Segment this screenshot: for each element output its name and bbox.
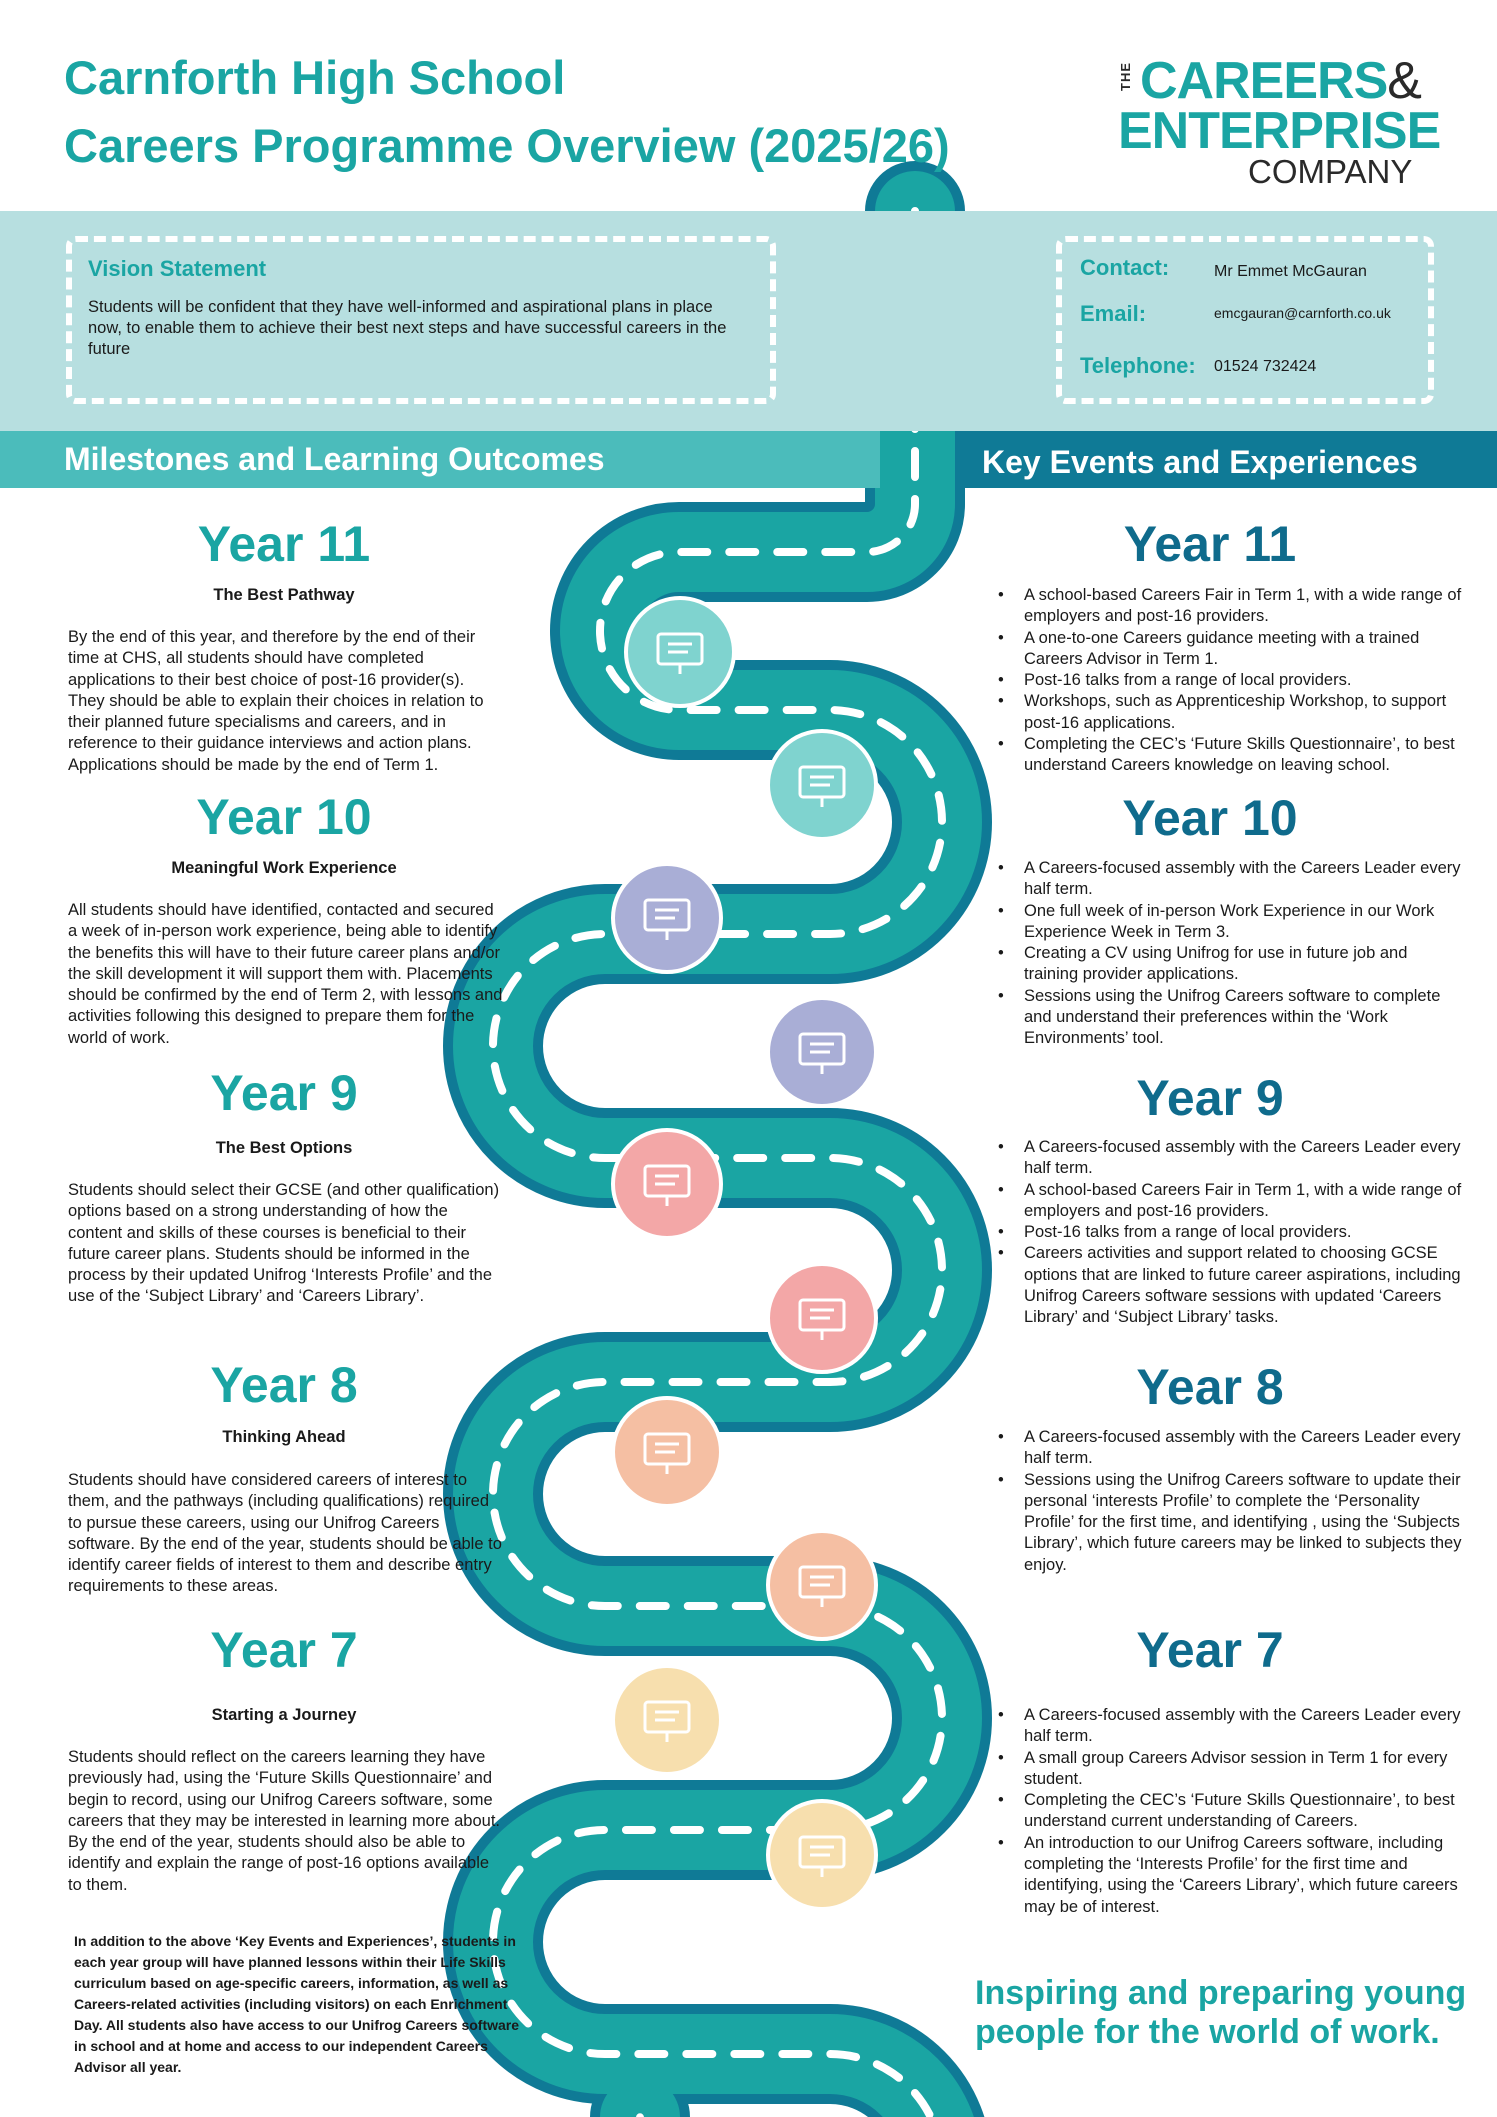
vision-text: Students will be confident that they have well-informed and aspirational plans in place now, to enable them to achieve their best next steps and have successful careers in the future bbox=[88, 298, 727, 358]
milestone-year-7-heading: Year 7 bbox=[210, 1622, 358, 1678]
milestone-year-10-subtitle: Meaningful Work Experience bbox=[171, 859, 397, 877]
milestone-year-11-heading: Year 11 bbox=[197, 516, 371, 572]
telephone-label: Telephone: bbox=[1080, 353, 1196, 378]
list-item: • Sessions using the Unifrog Careers software to update their personal ‘interests Profile’ to complete the ‘Personality Profile’ for the first time, and identifying , using the ‘Subjects Library’, which future careers may be linked to subjects they enjoy. bbox=[1024, 1470, 1464, 1576]
list-item: • A Careers-focused assembly with the Careers Leader every half term. bbox=[1024, 1427, 1464, 1470]
vision-title: Vision Statement bbox=[88, 256, 267, 281]
email-value[interactable]: emcgauran@carnforth.co.uk bbox=[1214, 305, 1391, 321]
list-item: • A Careers-focused assembly with the Careers Leader every half term. bbox=[1024, 858, 1464, 901]
contact-label: Contact: bbox=[1080, 255, 1170, 280]
events-year-7-heading: Year 7 bbox=[1136, 1622, 1284, 1678]
contact-value: Mr Emmet McGauran bbox=[1214, 263, 1367, 280]
events-heading: Key Events and Experiences bbox=[982, 444, 1418, 480]
programme-title: Careers Programme Overview (2025/26) bbox=[64, 119, 950, 172]
milestone-year-9-subtitle: The Best Options bbox=[215, 1139, 353, 1157]
milestone-year-7-subtitle: Starting a Journey bbox=[211, 1706, 357, 1724]
footnote: In addition to the above ‘Key Events and Experiences’, students in each year group will have planned lessons within their Life Skills curriculum based on age-specific careers, information, as well as Careers-related activities (including visitors) on each Enrichment Day. All students also have access to our Unifrog Careers software in school and at home and access to our independent Careers Advisor all year. bbox=[74, 1933, 520, 2075]
list-item: • Completing the CEC’s ‘Future Skills Questionnaire’, to best understand current understanding of Careers. bbox=[1024, 1790, 1464, 1833]
events-year-8-heading: Year 8 bbox=[1136, 1359, 1284, 1415]
list-item: • A small group Careers Advisor session in Term 1 for every student. bbox=[1024, 1748, 1464, 1791]
events-year-7-list bbox=[998, 1705, 1464, 1918]
events-year-10-list bbox=[998, 858, 1464, 1050]
list-item: • A one-to-one Careers guidance meeting with a trained Careers Advisor in Term 1. bbox=[1024, 628, 1464, 671]
list-item: • Workshops, such as Apprenticeship Workshop, to support post-16 applications. bbox=[1024, 691, 1464, 734]
events-year-11-list bbox=[998, 585, 1464, 777]
milestone-year-11-subtitle: The Best Pathway bbox=[213, 586, 355, 604]
events-year-9-heading: Year 9 bbox=[1136, 1070, 1284, 1126]
list-item: • Post-16 talks from a range of local providers. bbox=[1024, 1222, 1464, 1243]
list-item: • A school-based Careers Fair in Term 1, with a wide range of employers and post-16 providers. bbox=[1024, 1180, 1464, 1223]
milestone-year-8-text: Students should have considered careers of interest to them, and the pathways (including qualifications) required to pursue these careers, using our Unifrog Careers software. By the end of the year, students should be able to identify career fields of interest to them and describe entry requirements to these areas. bbox=[68, 1471, 502, 1596]
milestone-year-10-text: All students should have identified, contacted and secured a week of in-person work experience, being able to identify the benefits this will have to their future career plans and/or the skill development it will support them with. Placements should be confirmed by the end of Term 2, with lessons and activities following this designed to prepare them for the world of work. bbox=[68, 901, 503, 1047]
milestone-year-9-text: Students should select their GCSE (and other qualification) options based on a strong understanding of how the content and skills of these courses is beneficial to their future career plans. Students should be informed in the process by their updated Unifrog ‘Interests Profile’ and the use of the ‘Subject Library’ and ‘Careers Library’. bbox=[68, 1181, 500, 1306]
list-item: • Post-16 talks from a range of local providers. bbox=[1024, 670, 1464, 691]
logo-company: COMPANY bbox=[1248, 153, 1413, 190]
list-item: • Creating a CV using Unifrog for use in future job and training provider applications. bbox=[1024, 943, 1464, 986]
list-item: • One full week of in-person Work Experience in our Work Experience Week in Term 3. bbox=[1024, 901, 1464, 944]
milestone-year-7-text: Students should reflect on the careers learning they have previously had, using the ‘Future Skills Questionnaire’ and begin to record, using our Unifrog Careers software, some careers that they may be interested in learning more about. By the end of the year, students should also be able to identify and explain the range of post-16 options available to them. bbox=[68, 1748, 500, 1894]
events-year-9-list bbox=[998, 1137, 1464, 1329]
milestone-year-8-heading: Year 8 bbox=[210, 1357, 358, 1413]
list-item: • A school-based Careers Fair in Term 1, with a wide range of employers and post-16 providers. bbox=[1024, 585, 1464, 628]
tagline: Inspiring and preparing young people for the world of work. bbox=[975, 1974, 1467, 2051]
email-label: Email: bbox=[1080, 301, 1147, 326]
events-year-8-list bbox=[998, 1427, 1464, 1576]
logo-the: THE bbox=[1118, 62, 1133, 91]
milestones-heading: Milestones and Learning Outcomes bbox=[64, 441, 605, 477]
list-item: • Completing the CEC’s ‘Future Skills Questionnaire’, to best understand Careers knowledge on leaving school. bbox=[1024, 734, 1464, 777]
events-year-10-heading: Year 10 bbox=[1122, 790, 1298, 846]
telephone-value: 01524 732424 bbox=[1214, 358, 1317, 375]
milestone-year-8-subtitle: Thinking Ahead bbox=[222, 1428, 346, 1446]
list-item: • A Careers-focused assembly with the Careers Leader every half term. bbox=[1024, 1705, 1464, 1748]
list-item: • An introduction to our Unifrog Careers software, including completing the ‘Interests Profile’ for the first time and identifying, using the ‘Careers Library’, which future careers may be of interest. bbox=[1024, 1833, 1464, 1918]
milestone-year-10-heading: Year 10 bbox=[196, 789, 372, 845]
list-item: • A Careers-focused assembly with the Careers Leader every half term. bbox=[1024, 1137, 1464, 1180]
list-item: • Careers activities and support related to choosing GCSE options that are linked to future career aspirations, including Unifrog Careers software sessions with updated ‘Careers Library’ and ‘Subject Library’ tasks. bbox=[1024, 1243, 1464, 1328]
events-year-11-heading: Year 11 bbox=[1123, 516, 1297, 572]
list-item: • Sessions using the Unifrog Careers software to complete and understand their preferences within the ‘Work Environments’ tool. bbox=[1024, 986, 1464, 1050]
school-title: Carnforth High School bbox=[64, 51, 566, 104]
milestone-year-11-text: By the end of this year, and therefore by the end of their time at CHS, all students should have completed applications to their best choice of post-16 provider(s). They should be able to explain their choices in relation to their planned future specialisms and careers, and in reference to their guidance interviews and action plans. Applications should be made by the end of Term 1. bbox=[68, 628, 484, 774]
milestone-year-9-heading: Year 9 bbox=[210, 1065, 358, 1121]
logo-enterprise: ENTERPRISE bbox=[1118, 102, 1441, 160]
logo-careers: CAREERS& bbox=[1140, 52, 1421, 110]
